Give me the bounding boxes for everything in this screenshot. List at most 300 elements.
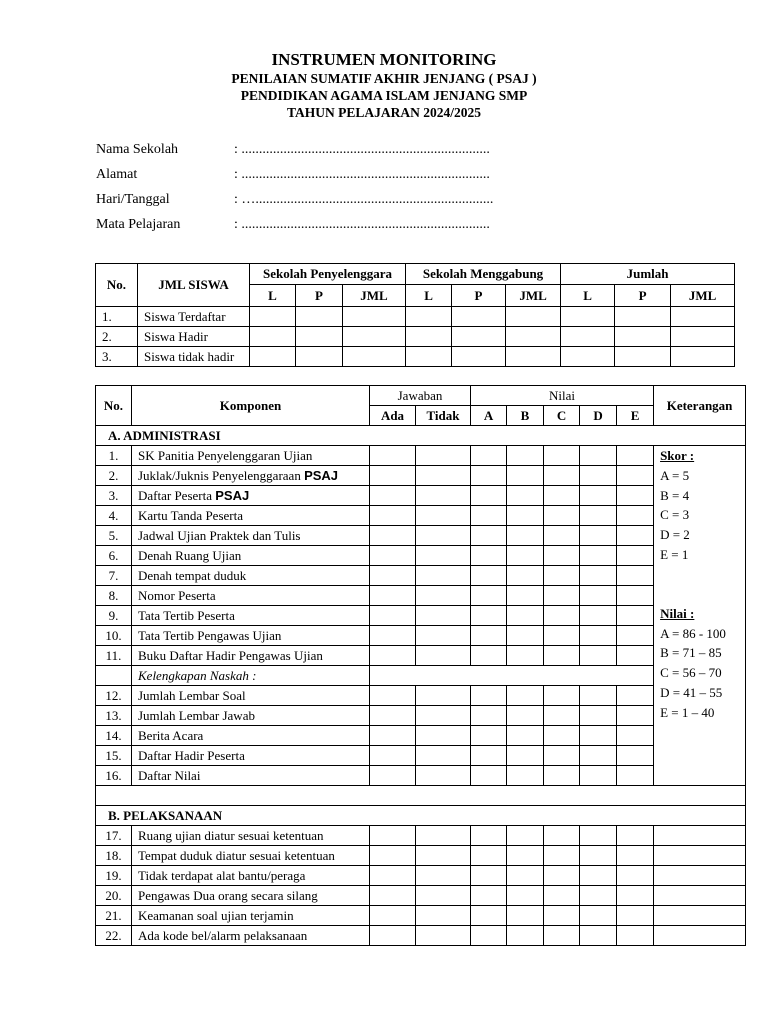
nilai-d-cell[interactable] xyxy=(580,686,617,706)
entry-cell[interactable] xyxy=(296,327,343,347)
nilai-c-cell[interactable] xyxy=(544,446,580,466)
nilai-b-cell[interactable] xyxy=(507,746,544,766)
nilai-c-cell[interactable] xyxy=(544,566,580,586)
header-sekolah-menggabung: Sekolah Menggabung xyxy=(406,264,561,285)
nilai-a-cell[interactable] xyxy=(471,746,507,766)
row-label: Ada kode bel/alarm pelaksanaan xyxy=(132,926,370,946)
row-no: 1. xyxy=(96,446,132,466)
tidak-cell[interactable] xyxy=(416,446,471,466)
kelengkapan-label: Kelengkapan Naskah : xyxy=(132,666,370,686)
spacer-cell xyxy=(96,786,746,806)
tidak-cell[interactable] xyxy=(416,566,471,586)
entry-cell[interactable] xyxy=(296,347,343,367)
tidak-cell[interactable] xyxy=(416,886,471,906)
entry-cell[interactable] xyxy=(296,307,343,327)
tidak-cell[interactable] xyxy=(416,606,471,626)
section-pelaksanaan: B. PELAKSANAAN xyxy=(96,806,746,826)
nilai-e-cell[interactable] xyxy=(617,906,654,926)
row-label: Tempat duduk diatur sesuai ketentuan xyxy=(132,846,370,866)
nilai-b-cell[interactable] xyxy=(507,566,544,586)
nilai-b-cell[interactable] xyxy=(507,546,544,566)
nilai-c-cell[interactable] xyxy=(544,586,580,606)
nilai-a-cell[interactable] xyxy=(471,766,507,786)
ada-cell[interactable] xyxy=(370,506,416,526)
nilai-a-cell[interactable] xyxy=(471,566,507,586)
row-label: Ruang ujian diatur sesuai ketentuan xyxy=(132,826,370,846)
entry-cell[interactable] xyxy=(506,347,561,367)
nilai-a-cell[interactable] xyxy=(471,546,507,566)
nilai-d-cell[interactable] xyxy=(580,626,617,646)
nilai-c-cell[interactable] xyxy=(544,926,580,946)
table-row xyxy=(96,886,746,906)
nilai-b-cell[interactable] xyxy=(507,766,544,786)
nilai-c-cell[interactable] xyxy=(544,486,580,506)
nilai-d-cell[interactable] xyxy=(580,606,617,626)
ada-cell[interactable] xyxy=(370,606,416,626)
tidak-cell[interactable] xyxy=(416,746,471,766)
nilai-d-cell[interactable] xyxy=(580,746,617,766)
row-label: Jumlah Lembar Soal xyxy=(132,686,370,706)
info-block xyxy=(96,137,493,237)
nilai-b-cell[interactable] xyxy=(507,626,544,646)
table-row xyxy=(96,486,746,506)
table-row xyxy=(96,586,746,606)
nilai-e-cell[interactable] xyxy=(617,586,654,606)
nilai-d-cell[interactable] xyxy=(580,766,617,786)
ada-cell[interactable] xyxy=(370,546,416,566)
entry-cell[interactable] xyxy=(343,347,406,367)
nilai-a-cell[interactable] xyxy=(471,886,507,906)
nilai-a-cell[interactable] xyxy=(471,686,507,706)
entry-cell[interactable] xyxy=(452,307,506,327)
entry-cell[interactable] xyxy=(506,327,561,347)
info-label: Hari/Tanggal xyxy=(96,191,170,207)
ada-cell[interactable] xyxy=(370,926,416,946)
psaj-label: PSAJ xyxy=(304,467,339,483)
skor-item: B = 4 xyxy=(660,487,690,503)
nilai-a-cell[interactable] xyxy=(471,846,507,866)
spacer-row xyxy=(96,786,746,806)
row-no: 4. xyxy=(96,506,132,526)
tidak-cell[interactable] xyxy=(416,506,471,526)
nilai-c-cell[interactable] xyxy=(544,846,580,866)
row-no: 16. xyxy=(96,766,132,786)
header-b: B xyxy=(507,406,544,426)
nilai-b-cell[interactable] xyxy=(507,606,544,626)
nilai-c-cell[interactable] xyxy=(544,886,580,906)
nilai-c-cell[interactable] xyxy=(544,526,580,546)
nilai-b-cell[interactable] xyxy=(507,526,544,546)
entry-cell[interactable] xyxy=(406,347,452,367)
tidak-cell[interactable] xyxy=(416,706,471,726)
row-label-text: Juklak/Juknis Penyelenggaraan xyxy=(138,467,305,483)
row-no: 10. xyxy=(96,626,132,646)
entry-cell[interactable] xyxy=(615,307,671,327)
row-label: Tata Tertib Pengawas Ujian xyxy=(132,626,370,646)
info-label: Mata Pelajaran xyxy=(96,216,181,232)
tidak-cell[interactable] xyxy=(416,866,471,886)
nilai-a-cell[interactable] xyxy=(471,586,507,606)
tidak-cell[interactable] xyxy=(416,906,471,926)
nilai-d-cell[interactable] xyxy=(580,726,617,746)
row-no: 6. xyxy=(96,546,132,566)
ada-cell[interactable] xyxy=(370,466,416,486)
entry-cell[interactable] xyxy=(671,327,735,347)
nilai-a-cell[interactable] xyxy=(471,606,507,626)
nilai-e-cell[interactable] xyxy=(617,646,654,666)
table-row-kelengkapan xyxy=(96,666,746,686)
ada-cell[interactable] xyxy=(370,446,416,466)
tidak-cell[interactable] xyxy=(416,646,471,666)
header-jml: JML xyxy=(506,285,561,307)
row-label: Keamanan soal ujian terjamin xyxy=(132,906,370,926)
ada-cell[interactable] xyxy=(370,586,416,606)
tidak-cell[interactable] xyxy=(416,526,471,546)
nilai-a-cell[interactable] xyxy=(471,926,507,946)
table-row xyxy=(96,766,746,786)
nilai-c-cell[interactable] xyxy=(544,626,580,646)
header-no: No. xyxy=(96,264,138,307)
row-no: 20. xyxy=(96,886,132,906)
nilai-a-cell[interactable] xyxy=(471,646,507,666)
info-row-alamat xyxy=(96,162,493,187)
ada-cell[interactable] xyxy=(370,866,416,886)
row-label: Pengawas Dua orang secara silang xyxy=(132,886,370,906)
nilai-c-cell[interactable] xyxy=(544,746,580,766)
info-value-field[interactable]: : ….................................................................... xyxy=(234,191,494,207)
tidak-cell[interactable] xyxy=(416,546,471,566)
nilai-e-cell[interactable] xyxy=(617,866,654,886)
row-no: 3. xyxy=(96,347,138,367)
row-label: Denah tempat duduk xyxy=(132,566,370,586)
row-no: 22. xyxy=(96,926,132,946)
nilai-d-cell[interactable] xyxy=(580,906,617,926)
table-row xyxy=(96,327,735,347)
ada-cell[interactable] xyxy=(370,726,416,746)
nilai-e-cell[interactable] xyxy=(617,446,654,466)
table-row xyxy=(96,626,746,646)
info-value-field[interactable]: : ....................................................................... xyxy=(234,166,490,182)
table-row xyxy=(96,866,746,886)
row-label: Kartu Tanda Peserta xyxy=(132,506,370,526)
tidak-cell[interactable] xyxy=(416,466,471,486)
nilai-b-cell[interactable] xyxy=(507,446,544,466)
header-a: A xyxy=(471,406,507,426)
ada-cell[interactable] xyxy=(370,706,416,726)
nilai-a-cell[interactable] xyxy=(471,826,507,846)
row-no: 2. xyxy=(96,327,138,347)
row-label: Berita Acara xyxy=(132,726,370,746)
row-no: 14. xyxy=(96,726,132,746)
nilai-e-cell[interactable] xyxy=(617,926,654,946)
tidak-cell[interactable] xyxy=(416,586,471,606)
nilai-b-cell[interactable] xyxy=(507,906,544,926)
nilai-item: D = 41 – 55 xyxy=(660,684,723,700)
row-no: 9. xyxy=(96,606,132,626)
header-no: No. xyxy=(96,386,132,426)
nilai-b-cell[interactable] xyxy=(507,726,544,746)
nilai-e-cell[interactable] xyxy=(617,886,654,906)
nilai-d-cell[interactable] xyxy=(580,466,617,486)
tidak-cell[interactable] xyxy=(416,486,471,506)
header-jml: JML xyxy=(671,285,735,307)
nilai-e-cell[interactable] xyxy=(617,526,654,546)
section-row xyxy=(96,806,746,826)
nilai-c-cell[interactable] xyxy=(544,826,580,846)
nilai-d-cell[interactable] xyxy=(580,446,617,466)
info-label: Alamat xyxy=(96,166,138,182)
skor-item: E = 1 xyxy=(660,546,689,562)
nilai-c-cell[interactable] xyxy=(544,466,580,486)
nilai-b-cell[interactable] xyxy=(507,706,544,726)
skor-item: A = 5 xyxy=(660,467,690,483)
ada-cell[interactable] xyxy=(370,846,416,866)
row-no: 7. xyxy=(96,566,132,586)
nilai-c-cell[interactable] xyxy=(544,606,580,626)
nilai-e-cell[interactable] xyxy=(617,566,654,586)
table-row xyxy=(96,646,746,666)
row-no: 15. xyxy=(96,746,132,766)
ada-cell[interactable] xyxy=(370,766,416,786)
row-no: 17. xyxy=(96,826,132,846)
info-value-field[interactable]: : ....................................................................... xyxy=(234,141,490,157)
header-jml: JML xyxy=(343,285,406,307)
table-row xyxy=(96,726,746,746)
row-label: Siswa Terdaftar xyxy=(138,307,250,327)
row-label: Nomor Peserta xyxy=(132,586,370,606)
nilai-d-cell[interactable] xyxy=(580,486,617,506)
tidak-cell[interactable] xyxy=(416,626,471,646)
nilai-b-cell[interactable] xyxy=(507,686,544,706)
nilai-d-cell[interactable] xyxy=(580,526,617,546)
nilai-c-cell[interactable] xyxy=(544,506,580,526)
nilai-c-cell[interactable] xyxy=(544,866,580,886)
entry-cell[interactable] xyxy=(452,327,506,347)
header-nilai: Nilai xyxy=(471,386,654,406)
nilai-a-cell[interactable] xyxy=(471,906,507,926)
ada-cell[interactable] xyxy=(370,886,416,906)
nilai-c-cell[interactable] xyxy=(544,906,580,926)
header-p: P xyxy=(452,285,506,307)
entry-cell[interactable] xyxy=(250,327,296,347)
nilai-d-cell[interactable] xyxy=(580,586,617,606)
nilai-e-cell[interactable] xyxy=(617,726,654,746)
nilai-d-cell[interactable] xyxy=(580,546,617,566)
skor-item: D = 2 xyxy=(660,527,690,543)
nilai-c-cell[interactable] xyxy=(544,706,580,726)
entry-cell[interactable] xyxy=(671,307,735,327)
nilai-e-cell[interactable] xyxy=(617,826,654,846)
nilai-e-cell[interactable] xyxy=(617,466,654,486)
nilai-e-cell[interactable] xyxy=(617,606,654,626)
entry-cell[interactable] xyxy=(343,307,406,327)
entry-cell[interactable] xyxy=(561,347,615,367)
entry-cell[interactable] xyxy=(671,347,735,367)
entry-cell[interactable] xyxy=(406,327,452,347)
header-tidak: Tidak xyxy=(416,406,471,426)
table-row xyxy=(96,546,746,566)
row-no: 18. xyxy=(96,846,132,866)
table-row xyxy=(96,566,746,586)
nilai-e-cell[interactable] xyxy=(617,626,654,646)
info-label: Nama Sekolah xyxy=(96,141,179,157)
nilai-e-cell[interactable] xyxy=(617,506,654,526)
nilai-a-cell[interactable] xyxy=(471,486,507,506)
document-header xyxy=(0,50,768,121)
table-row xyxy=(96,746,746,766)
nilai-d-cell[interactable] xyxy=(580,646,617,666)
nilai-item: B = 71 – 85 xyxy=(660,645,722,661)
nilai-a-cell[interactable] xyxy=(471,526,507,546)
tidak-cell[interactable] xyxy=(416,926,471,946)
entry-cell[interactable] xyxy=(506,307,561,327)
keterangan-cell[interactable] xyxy=(654,826,746,846)
header-e: E xyxy=(617,406,654,426)
header-keterangan: Keterangan xyxy=(654,386,746,426)
nilai-b-cell[interactable] xyxy=(507,486,544,506)
entry-cell[interactable] xyxy=(250,307,296,327)
row-label: Tata Tertib Peserta xyxy=(132,606,370,626)
header-d: D xyxy=(580,406,617,426)
info-row-hari-tanggal xyxy=(96,187,493,212)
header-c: C xyxy=(544,406,580,426)
nilai-item: E = 1 – 40 xyxy=(660,704,715,720)
nilai-a-cell[interactable] xyxy=(471,626,507,646)
nilai-b-cell[interactable] xyxy=(507,926,544,946)
entry-cell[interactable] xyxy=(452,347,506,367)
skor-item: C = 3 xyxy=(660,507,690,523)
row-no: 3. xyxy=(96,486,132,506)
table-row xyxy=(96,686,746,706)
nilai-c-cell[interactable] xyxy=(544,686,580,706)
nilai-b-cell[interactable] xyxy=(507,846,544,866)
nilai-a-cell[interactable] xyxy=(471,446,507,466)
ada-cell[interactable] xyxy=(370,626,416,646)
tidak-cell[interactable] xyxy=(416,686,471,706)
entry-cell[interactable] xyxy=(615,327,671,347)
tidak-cell[interactable] xyxy=(416,846,471,866)
student-count-table xyxy=(95,263,735,367)
header-l: L xyxy=(250,285,296,307)
tidak-cell[interactable] xyxy=(416,726,471,746)
nilai-b-cell[interactable] xyxy=(507,506,544,526)
table-row xyxy=(96,526,746,546)
info-row-mata-pelajaran xyxy=(96,212,493,237)
keterangan-cell[interactable] xyxy=(654,866,746,886)
nilai-item: C = 56 – 70 xyxy=(660,665,722,681)
ada-cell[interactable] xyxy=(370,826,416,846)
nilai-b-cell[interactable] xyxy=(507,826,544,846)
nilai-a-cell[interactable] xyxy=(471,726,507,746)
keterangan-cell[interactable] xyxy=(654,846,746,866)
row-label: Tidak terdapat alat bantu/peraga xyxy=(132,866,370,886)
keterangan-cell[interactable] xyxy=(654,926,746,946)
ada-cell[interactable] xyxy=(370,566,416,586)
nilai-c-cell[interactable] xyxy=(544,766,580,786)
row-label: Buku Daftar Hadir Pengawas Ujian xyxy=(132,646,370,666)
nilai-a-cell[interactable] xyxy=(471,466,507,486)
ada-cell[interactable] xyxy=(370,526,416,546)
nilai-c-cell[interactable] xyxy=(544,546,580,566)
header-p: P xyxy=(296,285,343,307)
nilai-e-cell[interactable] xyxy=(617,486,654,506)
nilai-d-cell[interactable] xyxy=(580,886,617,906)
keterangan-cell[interactable] xyxy=(654,886,746,906)
nilai-d-cell[interactable] xyxy=(580,926,617,946)
ada-cell[interactable] xyxy=(370,646,416,666)
nilai-c-cell[interactable] xyxy=(544,726,580,746)
nilai-b-cell[interactable] xyxy=(507,886,544,906)
row-label: Daftar Hadir Peserta xyxy=(132,746,370,766)
row-label: Siswa tidak hadir xyxy=(138,347,250,367)
table-row xyxy=(96,826,746,846)
nilai-e-cell[interactable] xyxy=(617,686,654,706)
row-label: Jadwal Ujian Praktek dan Tulis xyxy=(132,526,370,546)
document-subtitle-3: TAHUN PELAJARAN 2024/2025 xyxy=(286,105,481,120)
nilai-d-cell[interactable] xyxy=(580,506,617,526)
ada-cell[interactable] xyxy=(370,746,416,766)
header-jumlah: Jumlah xyxy=(561,264,735,285)
nilai-b-cell[interactable] xyxy=(507,586,544,606)
nilai-d-cell[interactable] xyxy=(580,846,617,866)
nilai-e-cell[interactable] xyxy=(617,766,654,786)
nilai-a-cell[interactable] xyxy=(471,866,507,886)
row-no: 19. xyxy=(96,866,132,886)
info-value-field[interactable]: : ....................................................................... xyxy=(234,216,490,232)
nilai-d-cell[interactable] xyxy=(580,566,617,586)
tidak-cell[interactable] xyxy=(416,826,471,846)
nilai-b-cell[interactable] xyxy=(507,866,544,886)
row-label: Denah Ruang Ujian xyxy=(132,546,370,566)
nilai-d-cell[interactable] xyxy=(580,866,617,886)
row-no: 13. xyxy=(96,706,132,726)
psaj-label: PSAJ xyxy=(215,487,250,503)
row-label xyxy=(132,486,370,506)
keterangan-cell[interactable] xyxy=(654,906,746,926)
row-no: 2. xyxy=(96,466,132,486)
nilai-c-cell[interactable] xyxy=(544,646,580,666)
header-jml-siswa: JML SISWA xyxy=(138,264,250,307)
header-komponen: Komponen xyxy=(132,386,370,426)
nilai-a-cell[interactable] xyxy=(471,706,507,726)
tidak-cell[interactable] xyxy=(416,766,471,786)
row-no: 8. xyxy=(96,586,132,606)
nilai-b-cell[interactable] xyxy=(507,646,544,666)
ada-cell[interactable] xyxy=(370,906,416,926)
entry-cell[interactable] xyxy=(250,347,296,367)
nilai-d-cell[interactable] xyxy=(580,706,617,726)
entry-cell[interactable] xyxy=(561,327,615,347)
nilai-e-cell[interactable] xyxy=(617,846,654,866)
entry-cell[interactable] xyxy=(343,327,406,347)
nilai-b-cell[interactable] xyxy=(507,466,544,486)
table-row xyxy=(96,466,746,486)
entry-cell[interactable] xyxy=(615,347,671,367)
nilai-e-cell[interactable] xyxy=(617,546,654,566)
ada-cell[interactable] xyxy=(370,486,416,506)
nilai-e-cell[interactable] xyxy=(617,746,654,766)
row-no: 11. xyxy=(96,646,132,666)
table-row xyxy=(96,846,746,866)
nilai-a-cell[interactable] xyxy=(471,506,507,526)
nilai-e-cell[interactable] xyxy=(617,706,654,726)
entry-cell[interactable] xyxy=(406,307,452,327)
ada-cell[interactable] xyxy=(370,686,416,706)
header-p: P xyxy=(615,285,671,307)
entry-cell[interactable] xyxy=(561,307,615,327)
nilai-d-cell[interactable] xyxy=(580,826,617,846)
skor-title: Skor : xyxy=(660,448,695,463)
